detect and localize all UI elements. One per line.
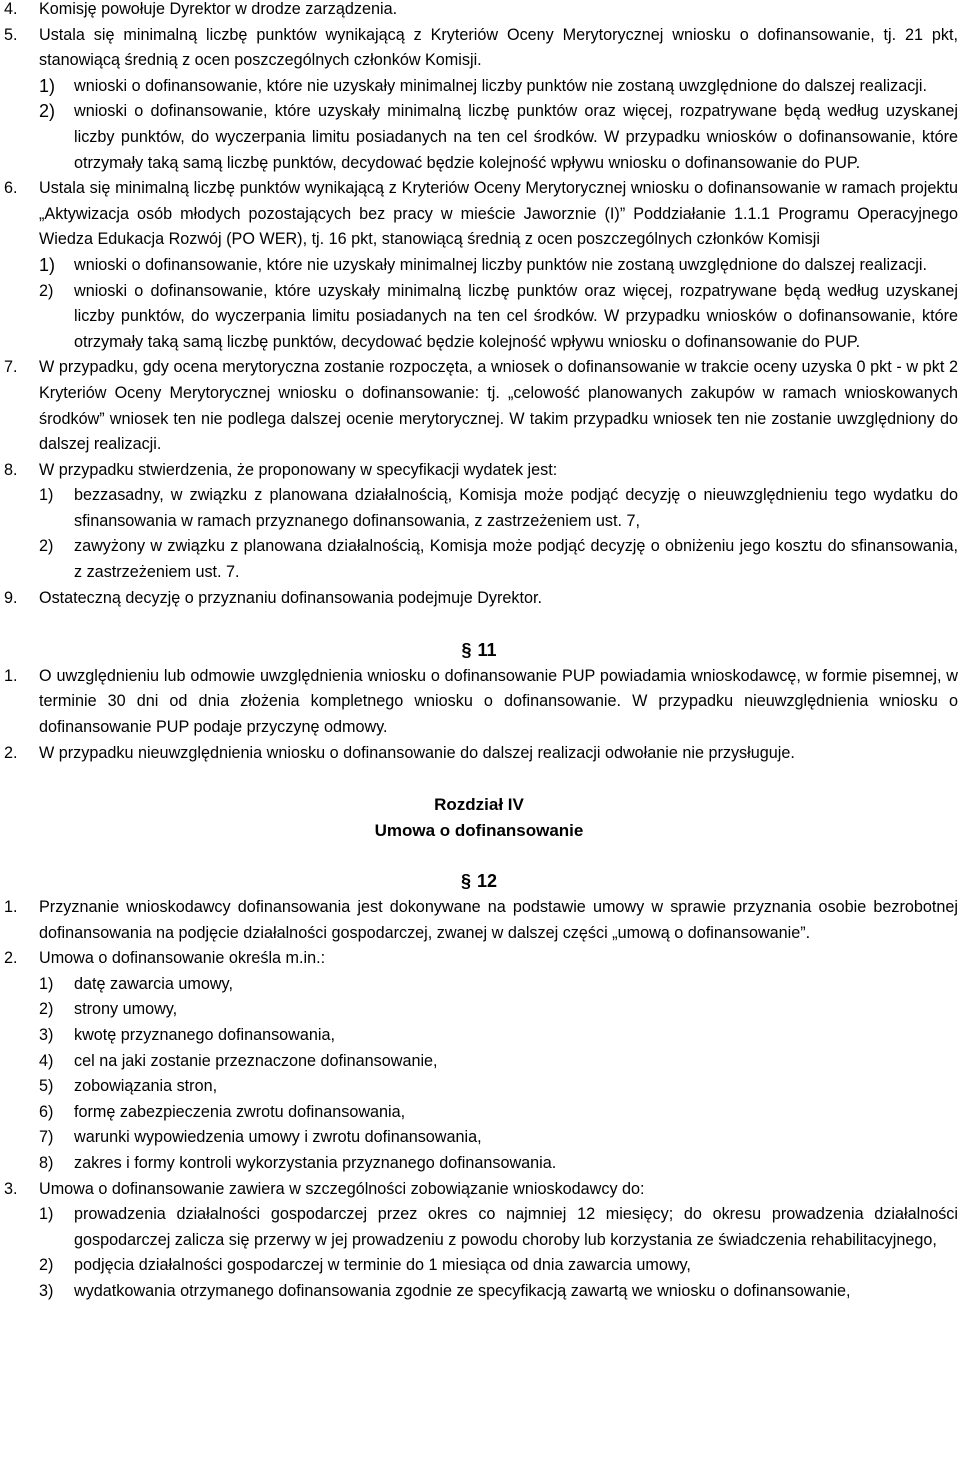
list-item: [0, 1279, 958, 1305]
paragraph-5: [0, 23, 958, 74]
item-number: 2): [39, 537, 54, 556]
item-text: podjęcia działalności gospodarczej w terminie do 1 miesiąca od dnia zawarcia umowy,: [74, 1256, 691, 1275]
paragraph-5-item-2: [0, 99, 958, 176]
item-text: formę zabezpieczenia zwrotu dofinansowania,: [74, 1102, 406, 1121]
item-text: datę zawarcia umowy,: [74, 974, 233, 993]
paragraph-number: 6.: [4, 179, 18, 198]
paragraph-8: [0, 458, 958, 484]
paragraph-number: 5.: [4, 25, 18, 44]
section-11-paragraph-2: [0, 741, 958, 767]
list-item: [0, 1100, 958, 1126]
list-item: [0, 1023, 958, 1049]
item-number: 2): [39, 281, 54, 300]
item-number: 8): [39, 1153, 54, 1172]
item-number: 1): [39, 486, 54, 505]
item-text: wnioski o dofinansowanie, które nie uzyskały minimalnej liczby punktów nie zostaną uwzględnione do dalszej realizacji.: [74, 255, 927, 274]
item-number: 6): [39, 1102, 54, 1121]
item-text: wydatkowania otrzymanego dofinansowania zgodnie ze specyfikacją zawartą we wniosku o dofinansowanie,: [74, 1281, 851, 1300]
list-item: [0, 1202, 958, 1253]
section-heading-12: [0, 869, 958, 895]
section-11-paragraph-1: [0, 664, 958, 741]
paragraph-number: 8.: [4, 460, 18, 479]
item-number: 5): [39, 1077, 54, 1096]
paragraph-text: Ustala się minimalną liczbę punktów wynikającą z Kryteriów Oceny Merytorycznej wniosku o dofinansowanie, tj. 21 pkt, stanowiącą średnią z ocen poszczególnych członków Komisji.: [39, 25, 958, 70]
paragraph-6-item-1: [0, 253, 958, 279]
item-text: wnioski o dofinansowanie, które uzyskały minimalną liczbę punktów oraz więcej, rozpatrywane będą według uzyskanej liczby punktów, do wyczerpania limitu posiadanych na ten cel środków. W przypadku wniosków o dofinansowanie, które otrzymały taką samą liczbę punktów, decydować będzie kolejność wpływu wniosku o dofinansowanie do PUP.: [74, 281, 958, 351]
item-number: 2): [39, 1256, 54, 1275]
paragraph-number: 7.: [4, 358, 18, 377]
paragraph-text: Umowa o dofinansowanie określa m.in.:: [39, 949, 326, 968]
section-12-paragraph-1: [0, 895, 958, 946]
paragraph-number: 2.: [4, 743, 18, 762]
item-number: 1): [39, 254, 56, 275]
item-number: 2): [39, 1000, 54, 1019]
paragraph-text: Ustala się minimalną liczbę punktów wynikającą z Kryteriów Oceny Merytorycznej wniosku o dofinansowanie w ramach projektu „Aktywizacja osób młodych pozostających bez pracy w mieście Jaworznie (I)” Poddziałanie 1.1.1 Programu Operacyjnego Wiedza Edukacja Rozwój (PO WER), tj. 16 pkt, stanowiącą średnią z ocen poszczególnych członków Komisji: [39, 179, 958, 249]
item-number: 2): [39, 101, 56, 122]
paragraph-text: Komisję powołuje Dyrektor w drodze zarządzenia.: [39, 0, 398, 18]
item-number: 3): [39, 1281, 54, 1300]
chapter-subtitle: Umowa o dofinansowanie: [374, 820, 584, 840]
paragraph-6-item-2: [0, 279, 958, 356]
list-item: [0, 997, 958, 1023]
paragraph-5-item-1: [0, 74, 958, 100]
paragraph-6: [0, 176, 958, 253]
list-item: [0, 1125, 958, 1151]
section-12-paragraph-2: [0, 946, 958, 972]
section-number: 12: [476, 871, 498, 892]
section-number: 11: [477, 640, 497, 661]
item-text: strony umowy,: [74, 1000, 178, 1019]
item-text: zobowiązania stron,: [74, 1077, 218, 1096]
paragraph-text: Przyznanie wnioskodawcy dofinansowania jest dokonywane na podstawie umowy w sprawie przyznania osobie bezrobotnej dofinansowania na podjęcie działalności gospodarczej, zwanej w dalszej części „umową o dofinansowanie”.: [39, 898, 958, 942]
chapter-title: Rozdział IV: [434, 795, 524, 815]
paragraph-text: W przypadku, gdy ocena merytoryczna zostanie rozpoczęta, a wniosek o dofinansowanie w trakcie oceny uzyska 0 pkt - w pkt 2 Kryteriów Oceny Merytorycznej wniosku o dofinansowanie: tj. „celowość planowanych zakupów w ramach wnioskowanych środków” wniosek ten nie podlega dalszej ocenie merytorycznej. W takim przypadku wniosek ten nie zostanie uwzględniony do dalszej realizacji.: [39, 358, 958, 454]
section-symbol: §: [460, 871, 471, 892]
paragraph-8-item-1: [0, 483, 958, 534]
item-text: prowadzenia działalności gospodarczej przez okres co najmniej 12 miesięcy; do okresu prowadzenia działalności gospodarczej zalicza się przerwy w jej prowadzeniu z powodu choroby lub korzystania ze świadczenia rehabilitacyjnego,: [74, 1205, 958, 1249]
list-item: [0, 1049, 958, 1075]
list-item: [0, 1151, 958, 1177]
item-number: 4): [39, 1051, 54, 1070]
paragraph-9: [0, 586, 958, 612]
item-number: 1): [39, 75, 56, 96]
paragraph-text: W przypadku nieuwzględnienia wniosku o dofinansowanie do dalszej realizacji odwołanie nie przysługuje.: [39, 743, 795, 762]
item-text: cel na jaki zostanie przeznaczone dofinansowanie,: [74, 1051, 438, 1070]
paragraph-text: Umowa o dofinansowanie zawiera w szczególności zobowiązanie wnioskodawcy do:: [39, 1179, 645, 1198]
section-12-paragraph-3: [0, 1177, 958, 1203]
list-item: [0, 1253, 958, 1279]
paragraph-4: [0, 0, 958, 23]
item-text: kwotę przyznanego dofinansowania,: [74, 1025, 335, 1044]
item-text: zakres i formy kontroli wykorzystania przyznanego dofinansowania.: [74, 1153, 557, 1172]
item-number: 1): [39, 974, 54, 993]
item-number: 3): [39, 1025, 54, 1044]
item-text: wnioski o dofinansowanie, które nie uzyskały minimalnej liczby punktów nie zostaną uwzględnione do dalszej realizacji.: [74, 76, 927, 95]
item-text: warunki wypowiedzenia umowy i zwrotu dofinansowania,: [74, 1128, 482, 1147]
item-text: bezzasadny, w związku z planowana działalnością, Komisja może podjąć decyzję o nieuwzględnieniu tego wydatku do sfinansowania w ramach przyznanego dofinansowania, z zastrzeżeniem ust. 7,: [74, 486, 958, 530]
section-heading-11: [0, 638, 958, 664]
paragraph-text: W przypadku stwierdzenia, że proponowany w specyfikacji wydatek jest:: [39, 460, 558, 479]
item-text: zawyżony w związku z planowana działalnością, Komisja może podjąć decyzję o obniżeniu jego kosztu do sfinansowania, z zastrzeżeniem ust. 7.: [74, 537, 958, 582]
paragraph-8-item-2: [0, 534, 958, 585]
paragraph-number: 1.: [4, 898, 18, 916]
paragraph-7: [0, 355, 958, 457]
list-item: [0, 972, 958, 998]
paragraph-number: 1.: [4, 666, 18, 685]
paragraph-number: 2.: [4, 949, 18, 968]
section-symbol: §: [461, 640, 472, 661]
item-number: 1): [39, 1205, 54, 1224]
paragraph-number: 9.: [4, 588, 18, 607]
list-item: [0, 1074, 958, 1100]
paragraph-text: Ostateczną decyzję o przyznaniu dofinansowania podejmuje Dyrektor.: [39, 588, 542, 607]
paragraph-number: 4.: [4, 0, 18, 18]
item-text: wnioski o dofinansowanie, które uzyskały minimalną liczbę punktów oraz więcej, rozpatrywane będą według uzyskanej liczby punktów, do wyczerpania limitu posiadanych na ten cel środków. W przypadku wniosków o dofinansowanie, które otrzymały taką samą liczbę punktów, decydować będzie kolejność wpływu wniosku o dofinansowanie do PUP.: [74, 102, 958, 172]
paragraph-number: 3.: [4, 1179, 18, 1198]
paragraph-text: O uwzględnieniu lub odmowie uwzględnienia wniosku o dofinansowanie PUP powiadamia wnioskodawcę, w formie pisemnej, w terminie 30 dni od dnia złożenia kompletnego wniosku o dofinansowanie. W przypadku nieuwzględnienia wniosku o dofinansowanie PUP podaje przyczynę odmowy.: [39, 666, 958, 737]
item-number: 7): [39, 1128, 54, 1147]
